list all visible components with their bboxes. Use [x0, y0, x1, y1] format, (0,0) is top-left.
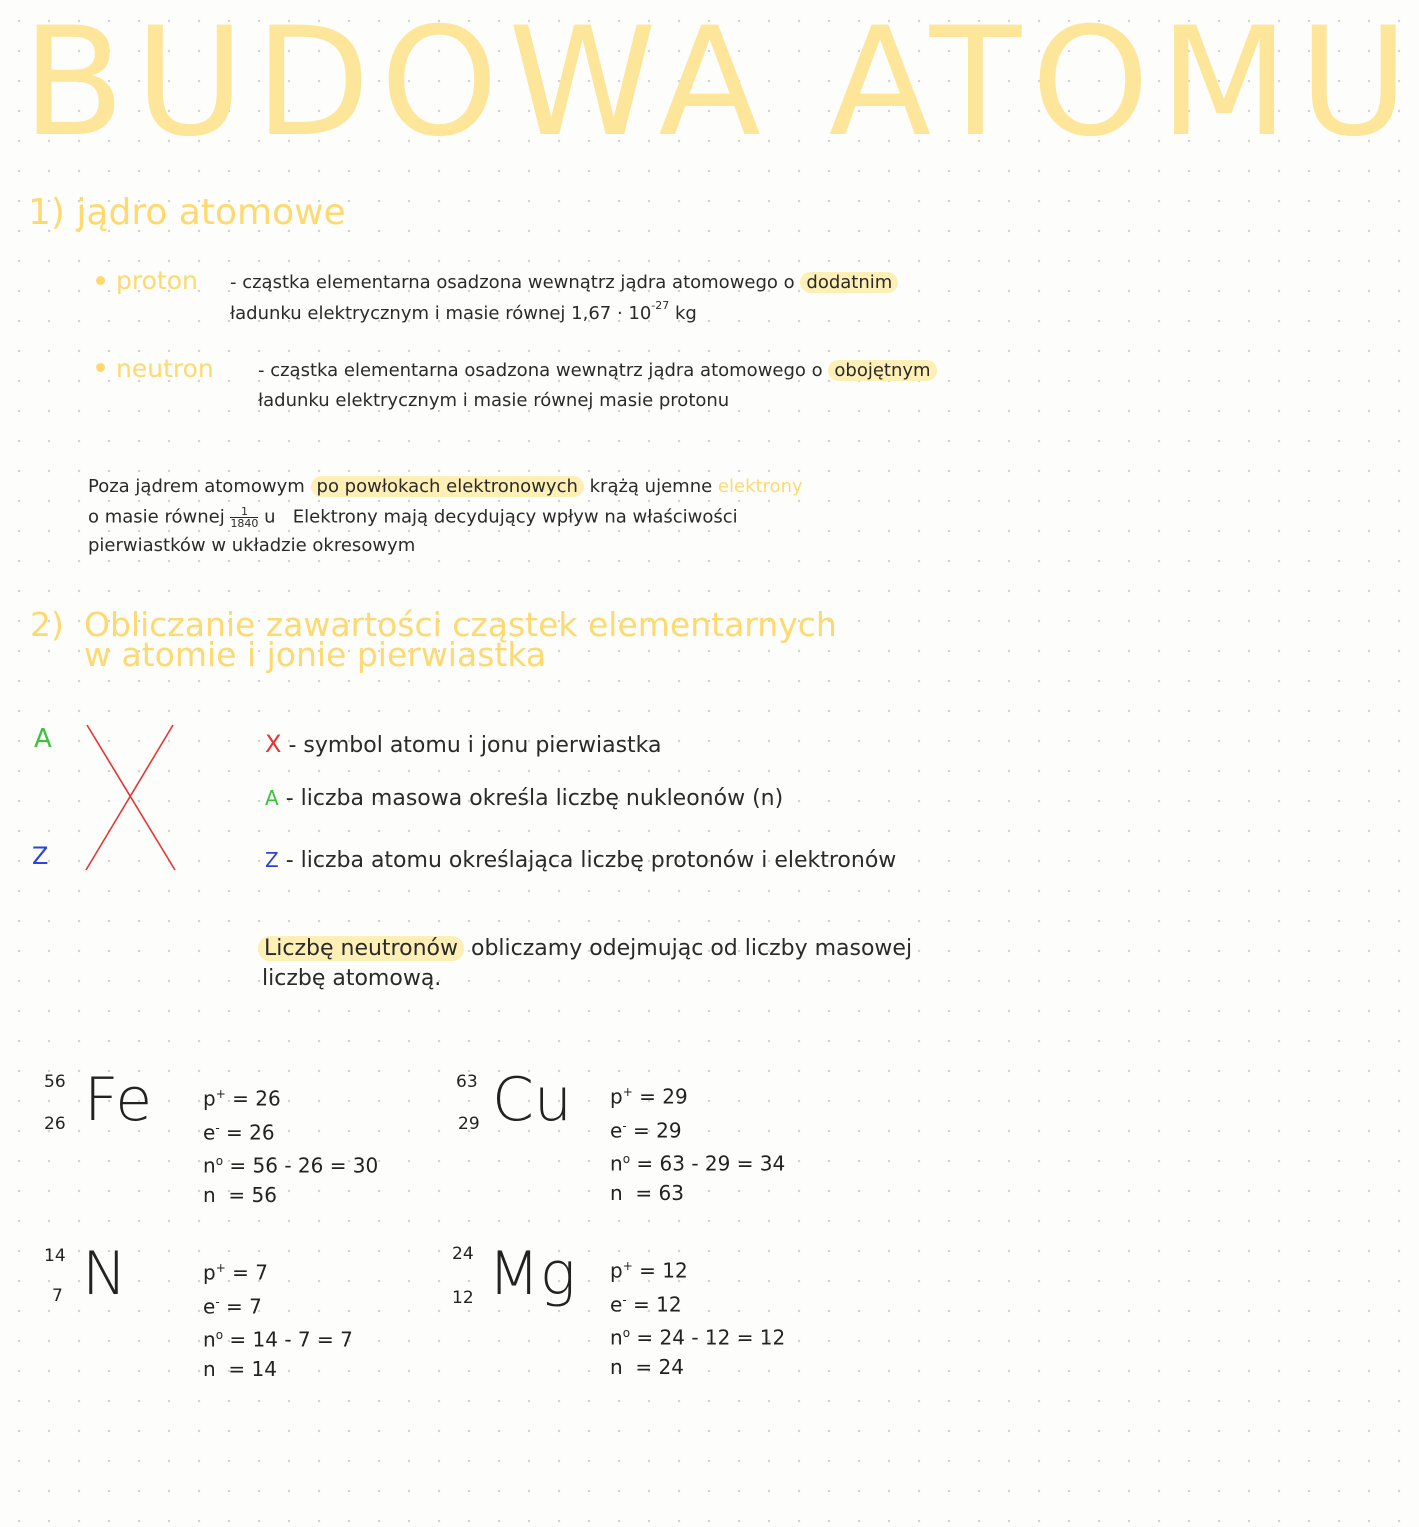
section-2-title-line2: w atomie i jonie pierwiastka [84, 635, 547, 674]
electrons-line1 [88, 476, 803, 497]
electrons-text: krążą ujemne [589, 476, 713, 497]
mg-protons: = 12 [639, 1258, 688, 1283]
mg-neutrons: = 24 - 12 = 12 [636, 1325, 786, 1350]
mass-number-label: A [34, 724, 52, 754]
proton-exponent: -27 [651, 299, 670, 312]
neutron-text: - cząstka elementarna osadzona wewnątrz jądra atomowego o [258, 360, 823, 381]
fe-atomic-number: 26 [44, 1114, 66, 1134]
fe-neutrons: = 56 - 26 = 30 [229, 1153, 379, 1178]
legend-a-text: - liczba masowa określa liczbę nukleonów [285, 786, 746, 811]
n-mass-number: 14 [44, 1246, 66, 1266]
legend-a-extra: (n) [752, 786, 784, 811]
electrons-text: Poza jądrem atomowym [88, 476, 305, 497]
cu-atomic-number: 29 [458, 1114, 480, 1134]
fraction-denominator: 1840 [230, 517, 259, 530]
electron-mass-fraction [230, 506, 258, 529]
electrons-term: elektrony [717, 476, 803, 497]
cu-electrons: = 29 [633, 1118, 682, 1143]
proton-charge-highlight: dodatnim [800, 272, 898, 293]
mg-electrons: = 12 [633, 1292, 682, 1317]
proton-definition-line2 [230, 299, 697, 324]
fe-mass-number: 56 [44, 1072, 66, 1092]
neutron-definition-line1 [258, 360, 937, 381]
neutron-charge-highlight: obojętnym [828, 360, 936, 381]
n-electrons: = 7 [226, 1294, 262, 1319]
legend-z-symbol: Z [265, 848, 279, 872]
neutron-rule-highlight: Liczbę neutronów [258, 936, 464, 961]
n-calculation: p+ = 7 e- = 7 $n^o = 14 - 7 = 7$ n = 14 [203, 1260, 353, 1381]
neutron-term: neutron [116, 354, 214, 383]
section-1-title: jądro atomowe [76, 192, 346, 233]
fraction-numerator: 1 [230, 506, 258, 518]
cu-neutrons: = 63 - 29 = 34 [636, 1151, 786, 1176]
cu-nucleons: = 63 [635, 1180, 684, 1205]
n-atomic-number: 7 [52, 1286, 63, 1306]
electron-shells-highlight: po powłokach elektronowych [311, 476, 584, 497]
legend-symbol-row [265, 730, 662, 758]
legend-mass-number-row [265, 786, 783, 811]
fe-protons: = 26 [232, 1086, 281, 1111]
n-symbol: N [82, 1239, 127, 1309]
mg-calculation: p+ = 12 e- = 12 $n^o = 24 - 12 = 12$ n = 24 [610, 1258, 786, 1379]
neutron-rule-line1 [258, 936, 912, 961]
neutron-rule-text: obliczamy odejmując od liczby masowej [470, 936, 913, 961]
electrons-line2 [88, 506, 738, 529]
neutron-definition-line2: ładunku elektrycznym i masie równej masie protonu [258, 390, 730, 411]
cu-calculation: p+ = 29 e- = 29 $n^o = 63 - 29 = 34$ n = 63 [610, 1084, 786, 1205]
section-1-heading [28, 192, 346, 233]
n-neutrons: = 14 - 7 = 7 [229, 1327, 353, 1352]
neutron-rule-line2: liczbę atomową. [262, 966, 442, 991]
proton-term: proton [116, 266, 198, 295]
electrons-line3: pierwiastków w układzie okresowym [88, 535, 416, 556]
element-symbol-x-icon [80, 720, 180, 875]
n-protons: = 7 [232, 1260, 268, 1285]
mg-mass-number: 24 [452, 1244, 474, 1264]
electrons-mass-text: o masie równej [88, 506, 225, 528]
electron-mass-unit: u [264, 506, 276, 528]
cu-symbol: Cu [492, 1065, 572, 1135]
legend-a-symbol: A [265, 786, 279, 810]
legend-x-text: - symbol atomu i jonu pierwiastka [288, 733, 662, 758]
proton-mass-text: ładunku elektrycznym i masie równej 1,67 · 10 [230, 303, 652, 324]
atomic-number-label: Z [32, 842, 49, 870]
legend-x-symbol: X [265, 730, 282, 758]
section-2-number: 2) [30, 605, 64, 644]
bullet-icon [96, 276, 105, 285]
page-title: BUDOWA ATOMU [22, 0, 1419, 170]
proton-definition-line1 [230, 272, 898, 293]
fe-nucleons: = 56 [228, 1182, 277, 1207]
mg-nucleons: = 24 [635, 1354, 684, 1379]
cu-protons: = 29 [639, 1084, 688, 1109]
proton-unit: kg [675, 303, 697, 324]
mg-atomic-number: 12 [452, 1288, 474, 1308]
legend-z-text: - liczba atomu określająca liczbę protonów i elektronów [285, 848, 897, 873]
n-nucleons: = 14 [228, 1356, 277, 1381]
bullet-icon [96, 363, 105, 372]
proton-text: - cząstka elementarna osadzona wewnątrz jądra atomowego o [230, 272, 795, 293]
fe-calculation: p+ = 26 e- = 26 $n^o = 56 - 26 = 30$ n = 56 [203, 1086, 379, 1207]
section-2-title-line1: Obliczanie zawartości cząstek elementarnych [84, 605, 837, 644]
fe-electrons: = 26 [226, 1120, 275, 1145]
cu-mass-number: 63 [456, 1072, 478, 1092]
fe-symbol: Fe [84, 1065, 153, 1135]
section-1-number: 1) [28, 192, 65, 233]
legend-atomic-number-row [265, 848, 896, 873]
electrons-role-text: Elektrony mają decydujący wpływ na właściwości [292, 506, 738, 528]
mg-symbol: Mg [488, 1239, 576, 1309]
